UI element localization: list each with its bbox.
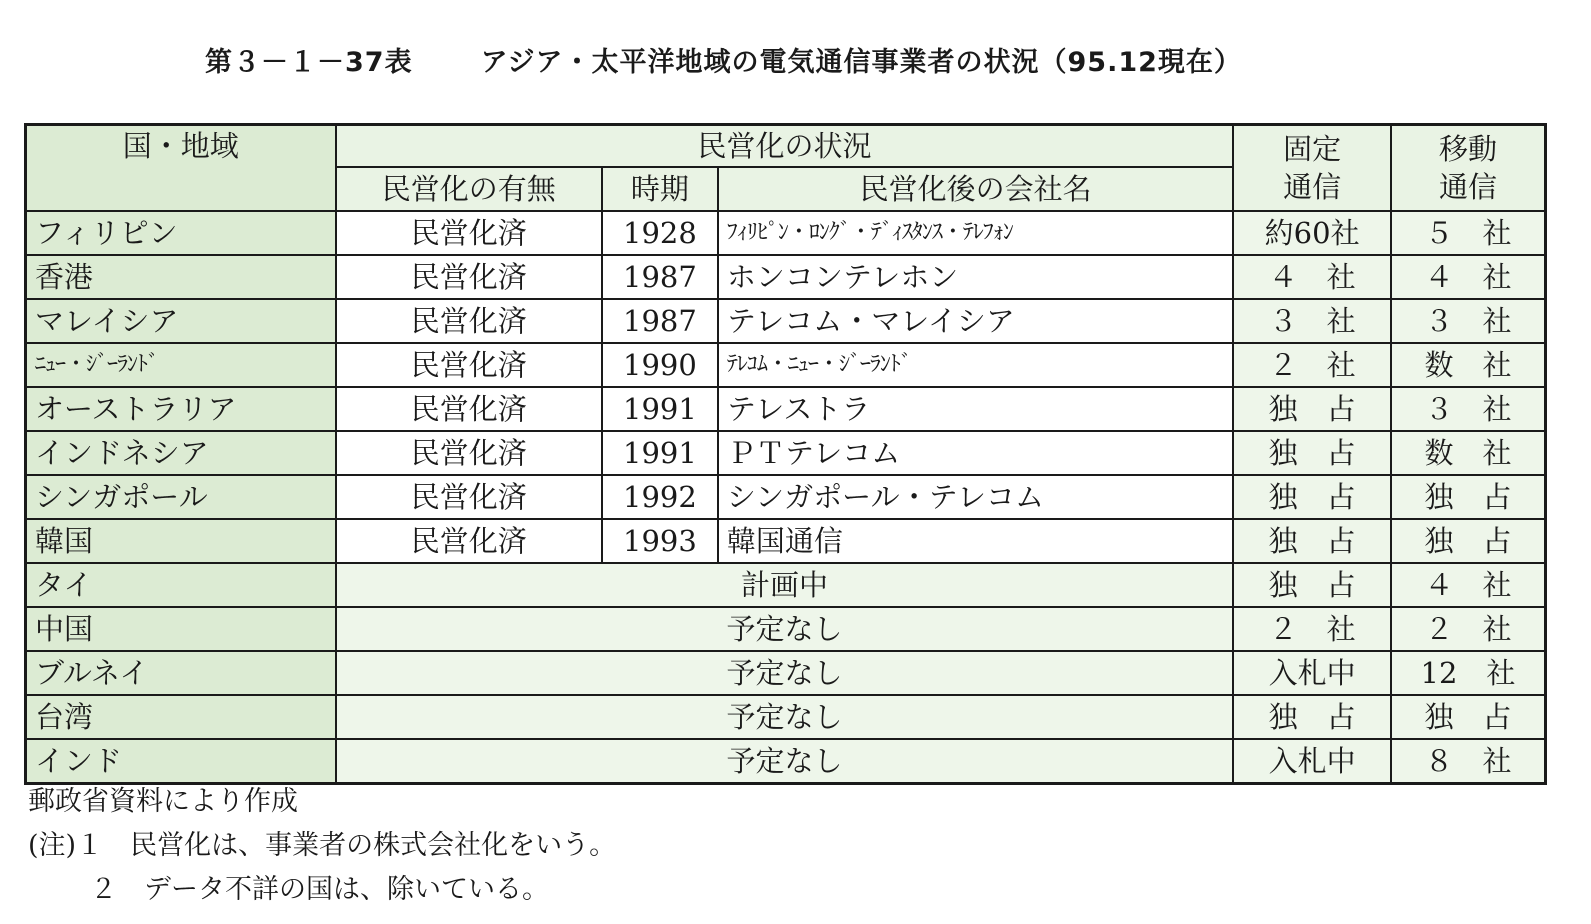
mobile-cell: ８ 社 — [1391, 739, 1546, 784]
header-privatization-status: 民営化の状況 — [336, 125, 1234, 168]
plan-cell: 計画中 — [336, 563, 1234, 607]
table-caption: アジア・太平洋地域の電気通信事業者の状況（95.12現在） — [480, 47, 1242, 78]
mobile-cell: ５ 社 — [1391, 211, 1546, 255]
status-cell: 民営化済 — [336, 299, 602, 343]
fixed-cell: 約60社 — [1233, 211, 1391, 255]
country-cell: マレイシア — [26, 299, 336, 343]
country-cell: ﾆｭｰ・ｼﾞｰﾗﾝﾄﾞ — [26, 343, 336, 387]
status-cell: 民営化済 — [336, 431, 602, 475]
fixed-cell: 独 占 — [1233, 695, 1391, 739]
fixed-cell: ４ 社 — [1233, 255, 1391, 299]
table-row — [26, 651, 1546, 695]
country-cell: インド — [26, 739, 336, 784]
header-mobile-line2: 通信 — [1438, 170, 1497, 204]
table-row — [26, 695, 1546, 739]
country-cell: 台湾 — [26, 695, 336, 739]
mobile-cell: 数 社 — [1391, 343, 1546, 387]
mobile-cell: 独 占 — [1391, 475, 1546, 519]
note-1: (注)１ 民営化は、事業者の株式会社化をいう。 — [28, 830, 617, 861]
year-cell: 1991 — [602, 431, 718, 475]
status-cell: 民営化済 — [336, 211, 602, 255]
company-cell: ホンコンテレホン — [718, 255, 1233, 299]
year-cell: 1992 — [602, 475, 718, 519]
plan-cell: 予定なし — [336, 695, 1234, 739]
header-country: 国・地域 — [26, 125, 336, 212]
country-cell: ブルネイ — [26, 651, 336, 695]
fixed-cell: 独 占 — [1233, 431, 1391, 475]
table-row — [26, 739, 1546, 784]
plan-cell: 予定なし — [336, 739, 1234, 784]
company-cell: テレコム・マレイシア — [718, 299, 1233, 343]
note-2: ２ データ不詳の国は、除いている。 — [90, 874, 549, 905]
table-row — [26, 255, 1546, 299]
status-cell: 民営化済 — [336, 519, 602, 563]
country-cell: オーストラリア — [26, 387, 336, 431]
table-row — [26, 343, 1546, 387]
fixed-cell: ２ 社 — [1233, 343, 1391, 387]
year-cell: 1928 — [602, 211, 718, 255]
table-row — [26, 299, 1546, 343]
company-cell: ﾃﾚｺﾑ・ﾆｭｰ・ｼﾞｰﾗﾝﾄﾞ — [718, 343, 1233, 387]
status-cell: 民営化済 — [336, 475, 602, 519]
status-cell: 民営化済 — [336, 343, 602, 387]
table-row — [26, 431, 1546, 475]
country-cell: 韓国 — [26, 519, 336, 563]
mobile-cell: ４ 社 — [1391, 255, 1546, 299]
operators-table — [24, 123, 1547, 785]
table-number: 第３－１－37表 — [205, 47, 413, 78]
company-cell: 韓国通信 — [718, 519, 1233, 563]
header-fixed-line1: 固定 — [1283, 132, 1342, 166]
company-cell: ﾌｨﾘﾋﾟﾝ・ﾛﾝｸﾞ・ﾃﾞｨｽﾀﾝｽ・ﾃﾚﾌｫﾝ — [718, 211, 1233, 255]
fixed-cell: ３ 社 — [1233, 299, 1391, 343]
header-privatized: 民営化の有無 — [336, 167, 602, 211]
fixed-cell: 独 占 — [1233, 387, 1391, 431]
company-cell: テレストラ — [718, 387, 1233, 431]
header-fixed — [1233, 125, 1391, 212]
fixed-cell: 入札中 — [1233, 651, 1391, 695]
country-cell: 中国 — [26, 607, 336, 651]
country-cell: シンガポール — [26, 475, 336, 519]
table-row — [26, 211, 1546, 255]
country-cell: フィリピン — [26, 211, 336, 255]
fixed-cell: 独 占 — [1233, 519, 1391, 563]
header-mobile-line1: 移動 — [1438, 132, 1497, 166]
company-cell: シンガポール・テレコム — [718, 475, 1233, 519]
mobile-cell: ４ 社 — [1391, 563, 1546, 607]
table-notes — [28, 780, 616, 912]
fixed-cell: 独 占 — [1233, 563, 1391, 607]
header-period: 時期 — [602, 167, 718, 211]
table-title — [205, 40, 1242, 79]
status-cell: 民営化済 — [336, 387, 602, 431]
mobile-cell: 数 社 — [1391, 431, 1546, 475]
year-cell: 1993 — [602, 519, 718, 563]
header-company: 民営化後の会社名 — [718, 167, 1233, 211]
table-row — [26, 563, 1546, 607]
year-cell: 1991 — [602, 387, 718, 431]
fixed-cell: 独 占 — [1233, 475, 1391, 519]
year-cell: 1990 — [602, 343, 718, 387]
table-row — [26, 387, 1546, 431]
mobile-cell: ３ 社 — [1391, 299, 1546, 343]
plan-cell: 予定なし — [336, 651, 1234, 695]
mobile-cell: ２ 社 — [1391, 607, 1546, 651]
source-note: 郵政省資料により作成 — [28, 786, 298, 817]
mobile-cell: ３ 社 — [1391, 387, 1546, 431]
table-row — [26, 607, 1546, 651]
mobile-cell: 12 社 — [1391, 651, 1546, 695]
company-cell: ＰＴテレコム — [718, 431, 1233, 475]
table-row — [26, 519, 1546, 563]
status-cell: 民営化済 — [336, 255, 602, 299]
year-cell: 1987 — [602, 255, 718, 299]
table-row — [26, 475, 1546, 519]
country-cell: 香港 — [26, 255, 336, 299]
header-mobile — [1391, 125, 1546, 212]
mobile-cell: 独 占 — [1391, 695, 1546, 739]
fixed-cell: 入札中 — [1233, 739, 1391, 784]
year-cell: 1987 — [602, 299, 718, 343]
country-cell: タイ — [26, 563, 336, 607]
mobile-cell: 独 占 — [1391, 519, 1546, 563]
country-cell: インドネシア — [26, 431, 336, 475]
plan-cell: 予定なし — [336, 607, 1234, 651]
header-fixed-line2: 通信 — [1283, 170, 1342, 204]
fixed-cell: ２ 社 — [1233, 607, 1391, 651]
